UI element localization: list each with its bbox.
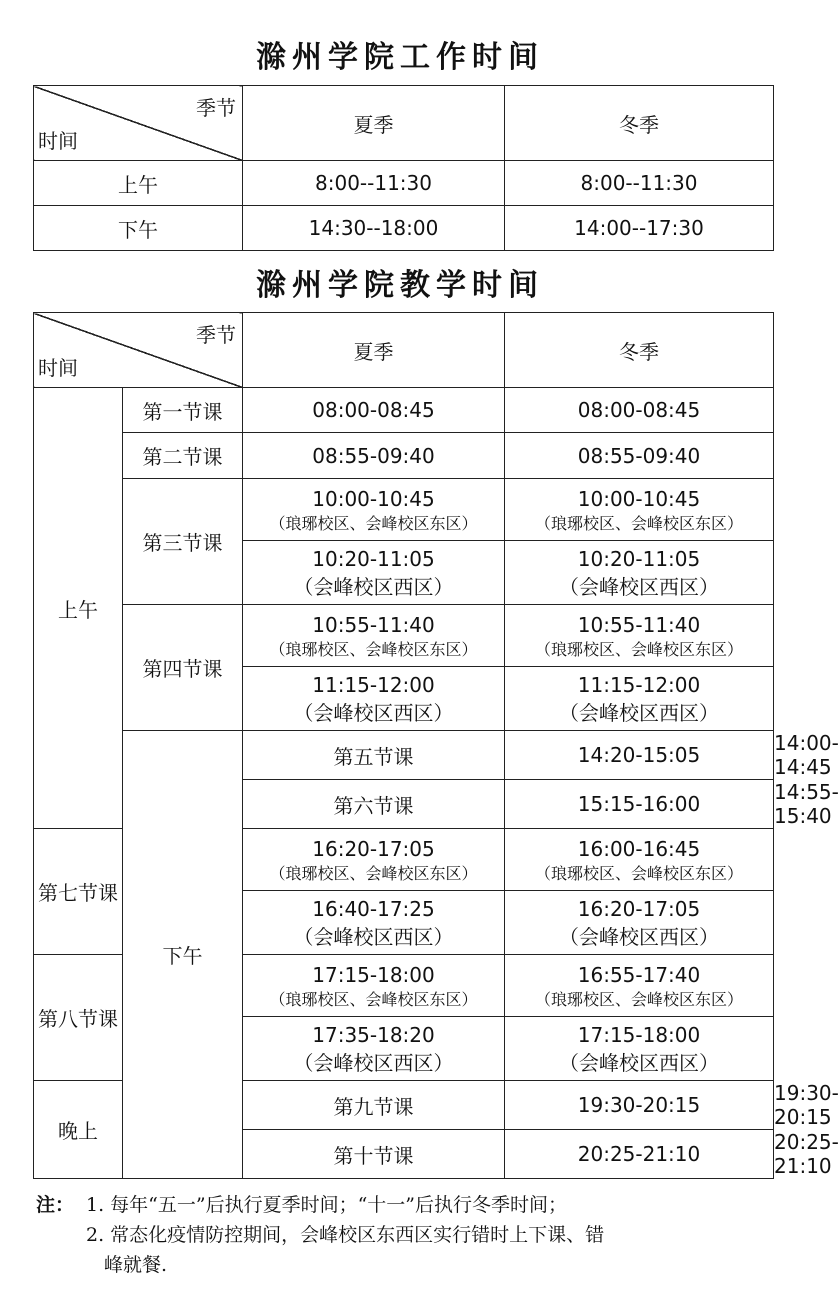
- time-value: 16:20-17:05: [577, 896, 701, 921]
- table-row: [34, 161, 774, 206]
- summer-cell: [243, 667, 505, 731]
- table-row: 第十节课 20:25-21:10 20:25-21:10: [34, 1130, 774, 1179]
- summer-cell: 14:30--18:00: [243, 206, 505, 251]
- table-header-row: [34, 313, 774, 388]
- class-name: 第一节课: [123, 388, 243, 433]
- summer-cell: [243, 605, 505, 667]
- summer-header: 夏季: [243, 86, 505, 161]
- work-time-table: [33, 85, 774, 251]
- teaching-time-table: [33, 312, 839, 1179]
- time-value: 10:00-10:45: [577, 486, 701, 511]
- row-label: 上午: [34, 161, 243, 206]
- table-row: [34, 388, 774, 433]
- time-value: 10:00-10:45: [312, 486, 435, 511]
- winter-cell: [505, 667, 774, 731]
- table-row: [34, 433, 774, 479]
- campus-note: （琅琊校区、会峰校区东区）: [534, 639, 743, 659]
- summer-cell: 15:15-16:00: [505, 780, 774, 829]
- campus-note: （会峰校区西区）: [559, 1050, 719, 1075]
- campus-note: （琅琊校区、会峰校区东区）: [534, 863, 743, 883]
- campus-note: （会峰校区西区）: [293, 924, 454, 949]
- campus-note: （会峰校区西区）: [293, 574, 454, 599]
- teaching-time-title: 滁州学院教学时间: [256, 268, 544, 303]
- note-line-2: 2. 常态化疫情防控期间，会峰校区东西区实行错时上下课、错: [86, 1224, 605, 1246]
- class-name: 第二节课: [123, 433, 243, 479]
- campus-note: （会峰校区西区）: [559, 700, 719, 725]
- class-name: 第八节课: [34, 955, 123, 1081]
- class-name: 第七节课: [34, 829, 123, 955]
- time-header: 时间: [38, 129, 78, 153]
- time-value: 16:20-17:05: [312, 836, 435, 861]
- winter-cell: [505, 955, 774, 1017]
- class-name: 第三节课: [123, 479, 243, 605]
- class-name: 第九节课: [243, 1081, 505, 1130]
- campus-note: （会峰校区西区）: [559, 574, 719, 599]
- time-value: 10:20-11:05: [577, 546, 701, 571]
- campus-note: （会峰校区西区）: [293, 700, 454, 725]
- time-value: 16:00-16:45: [577, 836, 701, 861]
- season-header: 季节: [196, 96, 236, 120]
- summer-cell: [243, 541, 505, 605]
- campus-note: （琅琊校区、会峰校区东区）: [269, 863, 478, 883]
- table-row: [34, 479, 774, 541]
- winter-header: 冬季: [505, 313, 774, 388]
- note-line-1: 1. 每年“五一”后执行夏季时间；“十一”后执行冬季时间；: [86, 1194, 568, 1216]
- time-value: 17:35-18:20: [312, 1022, 435, 1047]
- summer-cell: 14:20-15:05: [505, 731, 774, 780]
- time-value: 11:15-12:00: [577, 672, 701, 697]
- time-value: 16:40-17:25: [312, 896, 435, 921]
- time-value: 10:55-11:40: [577, 612, 701, 637]
- campus-note: （琅琊校区、会峰校区东区）: [269, 513, 478, 533]
- row-label: 下午: [34, 206, 243, 251]
- notes-label: 注：: [36, 1194, 75, 1216]
- class-name: 第十节课: [243, 1130, 505, 1179]
- note-line-3: 峰就餐.: [104, 1254, 168, 1276]
- summer-cell: 8:00--11:30: [243, 161, 505, 206]
- time-value: 16:55-17:40: [577, 962, 701, 987]
- winter-cell: [505, 891, 774, 955]
- class-name: 第六节课: [243, 780, 505, 829]
- winter-cell: [505, 605, 774, 667]
- campus-note: （琅琊校区、会峰校区东区）: [534, 989, 743, 1009]
- summer-header: 夏季: [243, 313, 505, 388]
- season-header: 季节: [196, 323, 236, 347]
- time-value: 17:15-18:00: [577, 1022, 701, 1047]
- campus-note: （琅琊校区、会峰校区东区）: [269, 989, 478, 1009]
- work-time-title: 滁州学院工作时间: [256, 40, 544, 75]
- time-value: 11:15-12:00: [312, 672, 435, 697]
- winter-cell: [505, 479, 774, 541]
- diagonal-header-cell: [34, 313, 243, 388]
- class-name: 第五节课: [243, 731, 505, 780]
- winter-header: 冬季: [505, 86, 774, 161]
- campus-note: （会峰校区西区）: [559, 924, 719, 949]
- campus-note: （琅琊校区、会峰校区东区）: [534, 513, 743, 533]
- period-evening: 晚上: [34, 1081, 123, 1179]
- table-row: 第六节课 15:15-16:00 14:55-15:40: [34, 780, 774, 829]
- summer-cell: 20:25-21:10: [505, 1130, 774, 1179]
- table-row: [34, 605, 774, 667]
- summer-cell: 19:30-20:15: [505, 1081, 774, 1130]
- time-value: 17:15-18:00: [312, 962, 435, 987]
- summer-cell: 08:00-08:45: [243, 388, 505, 433]
- table-row: [34, 206, 774, 251]
- winter-cell: [505, 829, 774, 891]
- winter-cell: 14:00--17:30: [505, 206, 774, 251]
- winter-cell: [505, 1017, 774, 1081]
- summer-cell: [243, 479, 505, 541]
- summer-cell: [243, 891, 505, 955]
- campus-note: （会峰校区西区）: [293, 1050, 454, 1075]
- winter-cell: 08:00-08:45: [505, 388, 774, 433]
- period-morning: 上午: [34, 388, 123, 829]
- table-header-row: [34, 86, 774, 161]
- winter-cell: [505, 541, 774, 605]
- time-value: 10:20-11:05: [312, 546, 435, 571]
- winter-cell: 8:00--11:30: [505, 161, 774, 206]
- time-header: 时间: [38, 356, 78, 380]
- summer-cell: 08:55-09:40: [243, 433, 505, 479]
- summer-cell: [243, 955, 505, 1017]
- period-afternoon: 下午: [123, 731, 243, 1179]
- class-name: 第四节课: [123, 605, 243, 731]
- table-row: 下午 第五节课 14:20-15:05 14:00-14:45: [34, 731, 774, 780]
- time-value: 10:55-11:40: [312, 612, 435, 637]
- winter-cell: 08:55-09:40: [505, 433, 774, 479]
- summer-cell: [243, 1017, 505, 1081]
- summer-cell: [243, 829, 505, 891]
- table-row: 晚上 第九节课 19:30-20:15 19:30-20:15: [34, 1081, 774, 1130]
- diagonal-header-cell: [34, 86, 243, 161]
- campus-note: （琅琊校区、会峰校区东区）: [269, 639, 478, 659]
